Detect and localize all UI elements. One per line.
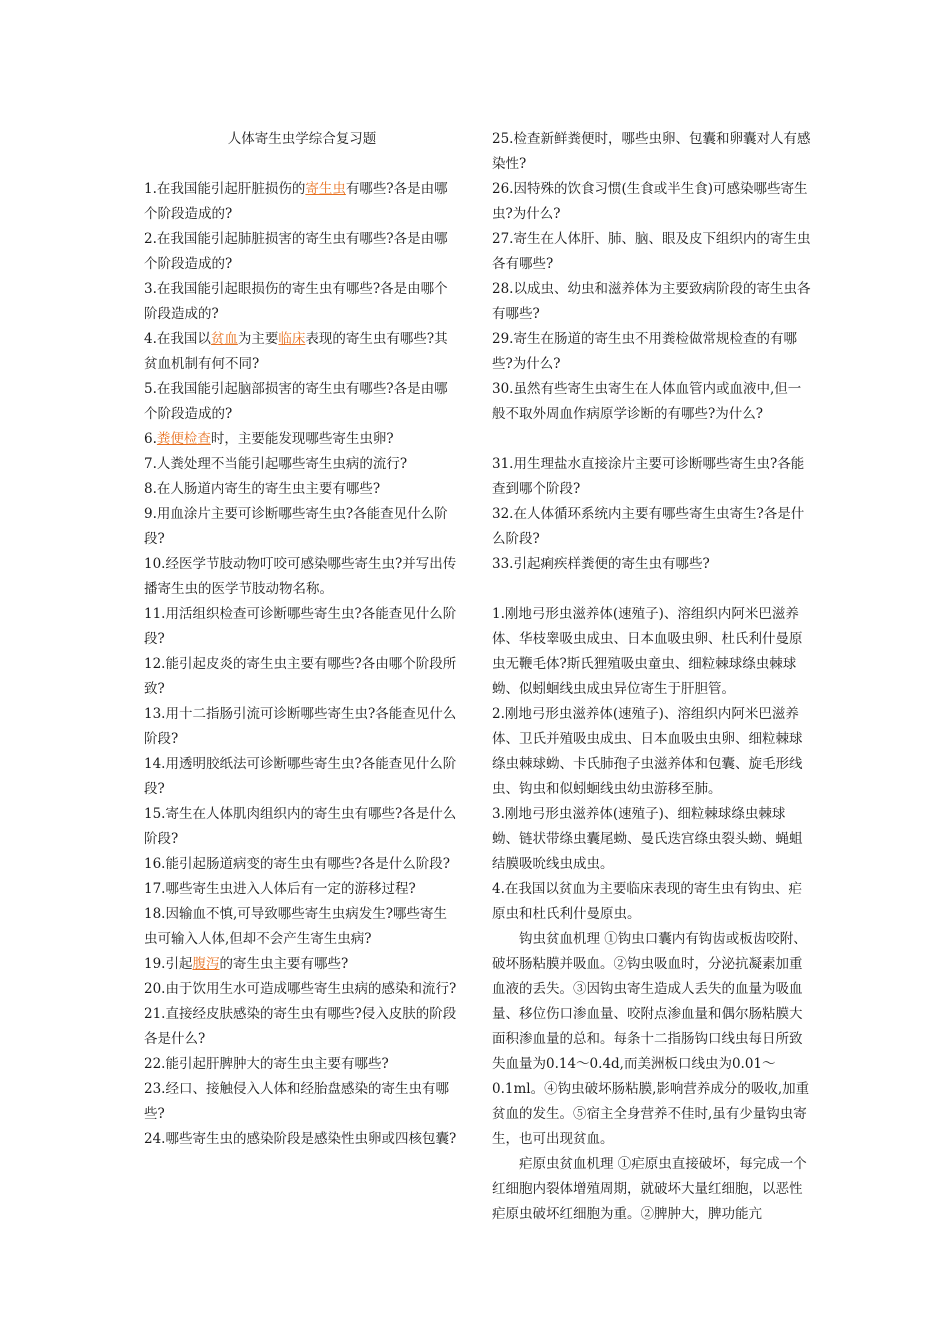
question-3: 3.在我国能引起眼损伤的寄生虫有哪些?各是由哪个阶段造成的? [144,281,448,322]
question-8: 8.在人肠道内寄生的寄生虫主要有哪些? [144,481,381,497]
question-31: 31.用生理盐水直接涂片主要可诊断哪些寄生虫?各能查到哪个阶段? [492,456,805,497]
question-16: 16.能引起肠道病变的寄生虫有哪些?各是什么阶段? [144,856,450,872]
question-18: 18.因输血不慎,可导致哪些寄生虫病发生?哪些寄生虫可输入人体,但却不会产生寄生虫病? [144,906,447,947]
answer-2: 2.刚地弓形虫滋养体(速殖子)、溶组织内阿米巴滋养体、卫氏并殖吸虫成虫、日本血吸虫虫卵、细粒棘球绦虫棘球蚴、卡氏肺孢子虫滋养体和包囊、旋毛形线虫、钩虫和似蚓蛔线虫幼虫游移至肺。 [492,706,803,797]
question-20: 20.由于饮用生水可造成哪些寄生虫病的感染和流行? [144,981,457,997]
question-21: 21.直接经皮肤感染的寄生虫有哪些?侵入皮肤的阶段各是什么? [144,1006,457,1047]
question-4: 4.在我国以贫血为主要临床表现的寄生虫有哪些?其贫血机制有何不同? [144,331,448,372]
question-13: 13.用十二指肠引流可诊断哪些寄生虫?各能查见什么阶段? [144,706,457,747]
spacer [492,427,812,452]
question-5: 5.在我国能引起脑部损害的寄生虫有哪些?各是由哪个阶段造成的? [144,381,448,422]
link-clinical[interactable]: 临床 [278,331,306,347]
question-28: 28.以成虫、幼虫和滋养体为主要致病阶段的寄生虫各有哪些? [492,281,811,322]
link-stool-exam[interactable]: 粪便检查 [156,431,211,447]
answer-3: 3.刚地弓形虫滋养体(速殖子)、细粒棘球绦虫棘球蚴、链状带绦虫囊尾蚴、曼氏迭宫绦虫裂头蚴、蝇蛆结膜吸吮线虫成虫。 [492,806,803,872]
question-25: 25.检查新鲜粪便时，哪些虫卵、包囊和卵囊对人有感染性? [492,131,811,172]
link-diarrhea[interactable]: 腹泻 [192,956,220,972]
question-23: 23.经口、接触侵入人体和经胎盘感染的寄生虫有哪些? [144,1081,449,1122]
question-27: 27.寄生在人体肝、肺、脑、眼及皮下组织内的寄生虫各有哪些? [492,231,811,272]
question-12: 12.能引起皮炎的寄生虫主要有哪些?各由哪个阶段所致? [144,656,457,697]
question-11: 11.用活组织检查可诊断哪些寄生虫?各能查见什么阶段? [144,606,457,647]
question-32: 32.在人体循环系统内主要有哪些寄生虫寄生?各是什么阶段? [492,506,805,547]
link-anemia[interactable]: 贫血 [210,331,238,347]
question-1: 1.在我国能引起肝脏损伤的寄生虫有哪些?各是由哪个阶段造成的? [144,181,448,222]
question-30: 30.虽然有些寄生虫寄生在人体血管内或血液中,但一般不取外周血作病原学诊断的有哪些?为什么? [492,381,802,422]
answer-4: 4.在我国以贫血为主要临床表现的寄生虫有钩虫、疟原虫和杜氏利什曼原虫。 [492,881,802,922]
hookworm-anemia-paragraph: 钩虫贫血机理 ①钩虫口囊内有钩齿或板齿咬附、破坏肠粘膜并吸血。②钩虫吸血时，分泌抗凝素加重血液的丢失。③因钩虫寄生造成人丢失的血量为吸血量、移位伤口渗血量、咬附点渗血量和偶尔肠粘膜大面积渗血量的总和。每条十二指肠钩口线虫每日所致失血量为0.14～0.4d,而美洲板口线虫为0.01～0.1ml。④钩虫破坏肠粘膜,影响营养成分的吸收,加重贫血的发生。⑤宿主全身营养不佳时,虽有少量钩虫寄生，也可出现贫血。 [492,931,810,1147]
question-22: 22.能引起肝脾肿大的寄生虫主要有哪些? [144,1056,389,1072]
question-19: 19.引起腹泻的寄生虫主要有哪些? [144,956,349,972]
question-24: 24.哪些寄生虫的感染阶段是感染性虫卵或四核包囊? [144,1131,457,1147]
right-column [492,127,812,1227]
question-33: 33.引起痢疾样粪便的寄生虫有哪些? [492,556,710,572]
answer-1: 1.刚地弓形虫滋养体(速殖子)、溶组织内阿米巴滋养体、华枝睾吸虫成虫、日本血吸虫卵、杜氏利什曼原虫无鞭毛体?斯氏狸殖吸虫童虫、细粒棘球绦虫棘球蚴、似蚓蛔线虫成虫异位寄生于肝胆管。 [492,606,803,697]
question-15: 15.寄生在人体肌肉组织内的寄生虫有哪些?各是什么阶段? [144,806,457,847]
question-29: 29.寄生在肠道的寄生虫不用粪检做常规检查的有哪些?为什么? [492,331,797,372]
question-26: 26.因特殊的饮食习惯(生食或半生食)可感染哪些寄生虫?为什么? [492,181,808,222]
spacer [492,577,812,602]
question-10: 10.经医学节肢动物叮咬可感染哪些寄生虫?并写出传播寄生虫的医学节肢动物名称。 [144,556,457,597]
question-7: 7.人粪处理不当能引起哪些寄生虫病的流行? [144,456,408,472]
question-14: 14.用透明胶纸法可诊断哪些寄生虫?各能查见什么阶段? [144,756,457,797]
question-2: 2.在我国能引起肺脏损害的寄生虫有哪些?各是由哪个阶段造成的? [144,231,448,272]
left-column [144,127,460,1152]
page-title: 人体寄生虫学综合复习题 [227,131,377,147]
question-6: 6.粪便检查时，主要能发现哪些寄生虫卵? [144,431,394,447]
question-17: 17.哪些寄生虫进入人体后有一定的游移过程? [144,881,416,897]
link-parasite[interactable]: 寄生虫 [305,181,346,197]
malaria-anemia-paragraph: 疟原虫贫血机理 ①疟原虫直接破坏，每完成一个红细胞内裂体增殖周期，就破坏大量红细胞，以恶性疟原虫破坏红细胞为重。②脾肿大，脾功能亢 [492,1156,807,1222]
question-9: 9.用血涂片主要可诊断哪些寄生虫?各能查见什么阶段? [144,506,448,547]
